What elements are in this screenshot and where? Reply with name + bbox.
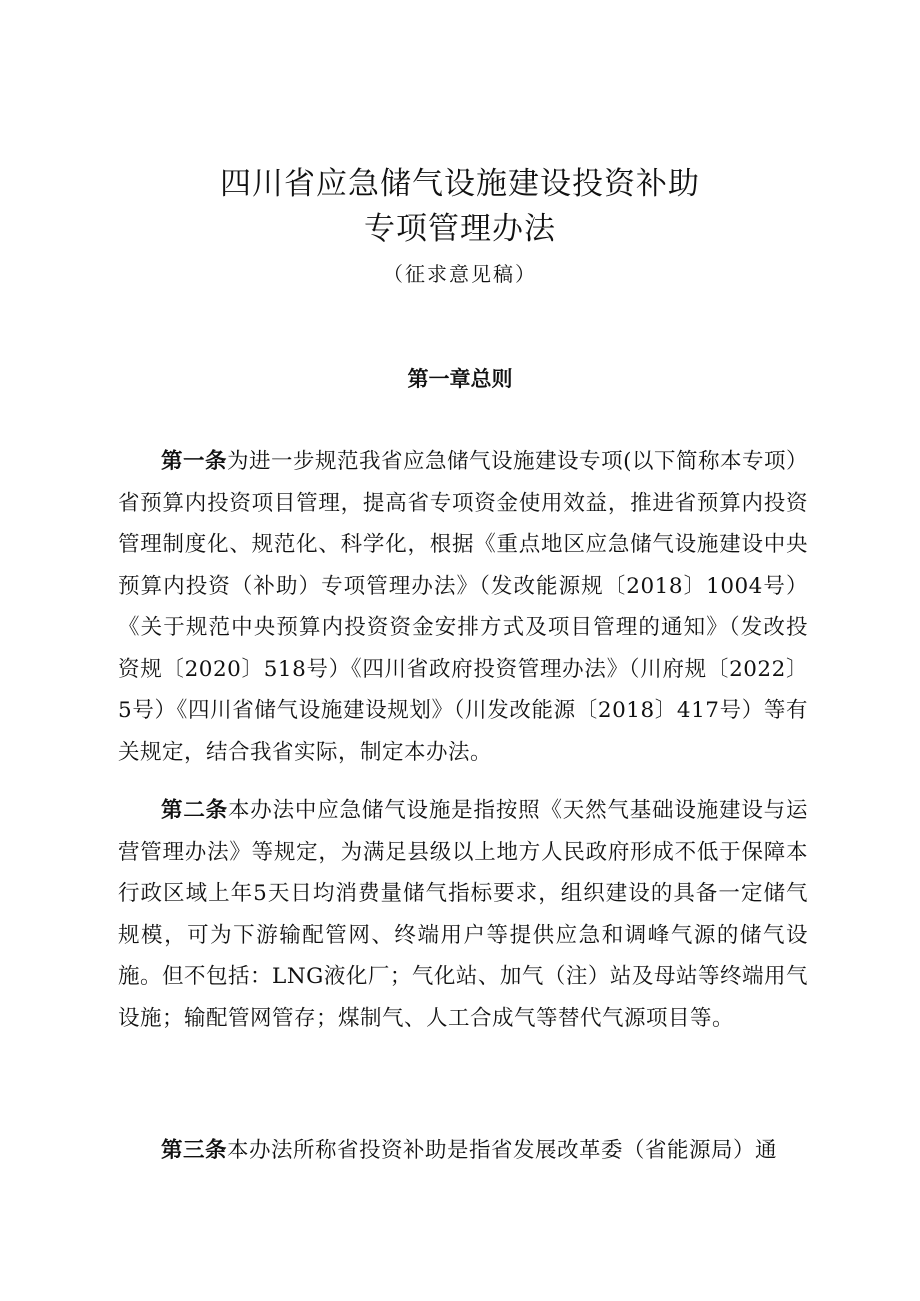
article-3-label: 第三条	[161, 1138, 228, 1163]
article-2-text: 本办法中应急储气设施是指按照《天然气基础设施建设与运营管理办法》等规定，为满足县级以上地方人民政府形成不低于保障本行政区域上年5天日均消费量储气指标要求，组织建设的具备一定储气规模，可为下游输配管网、终端用户等提供应急和调峰气源的储气设施。但不包括：LNG液化厂；气化站、加气（注）站及母站等终端用气设施；输配管网管存；煤制气、人工合成气等替代气源项目等。	[118, 798, 808, 1031]
article-2	[118, 790, 808, 1039]
document-title-line-1: 四川省应急储气设施建设投资补助	[220, 166, 700, 202]
article-3	[118, 1130, 808, 1172]
article-1-label: 第一条	[161, 449, 228, 474]
article-2-label: 第二条	[161, 798, 228, 823]
document-title-line-2: 专项管理办法	[364, 211, 556, 247]
draft-subtitle: （征求意见稿）	[383, 262, 537, 286]
chapter-heading: 第一章总则	[407, 367, 513, 391]
article-3-text: 本办法所称省投资补助是指省发展改革委（省能源局）通	[227, 1138, 778, 1163]
article-1-text: 为进一步规范我省应急储气设施建设专项(以下简称本专项）省预算内投资项目管理，提高省专项资金使用效益，推进省预算内投资管理制度化、规范化、科学化，根据《重点地区应急储气设施建设中央预算内投资（补助）专项管理办法》（发改能源规〔2018〕1004号）《关于规范中央预算内投资资金安排方式及项目管理的通知》（发改投资规〔2020〕518号）《四川省政府投资管理办法》（川府规〔2022〕5号）《四川省储气设施建设规划》（川发改能源〔2018〕417号）等有关规定，结合我省实际，制定本办法。	[118, 449, 808, 765]
article-1	[118, 441, 808, 773]
